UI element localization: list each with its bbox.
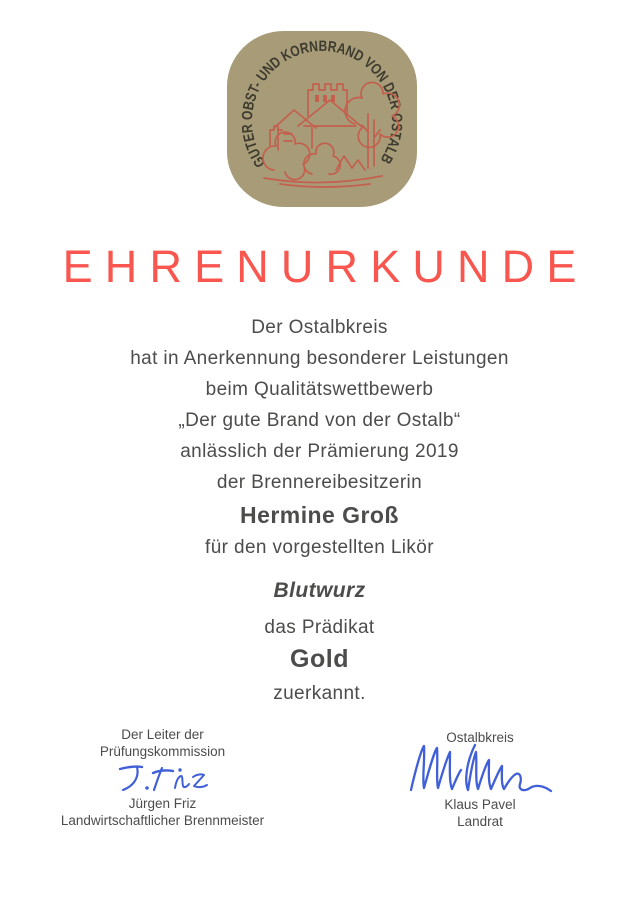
certificate-line-recipient-role: der Brennereibesitzerin <box>216 472 423 493</box>
signature-block-examiner <box>30 726 295 829</box>
certificate-body <box>0 312 639 709</box>
product-name: Blutwurz <box>273 579 366 602</box>
award-grade: Gold <box>290 645 349 673</box>
certificate-line-issuer: Der Ostalbkreis <box>251 317 388 338</box>
examiner-role-line2: Prüfungskommission <box>99 744 226 759</box>
signature-block-landrat <box>400 729 560 830</box>
certificate-line-competition: beim Qualitätswettbewerb <box>205 379 434 400</box>
seal-ring-text: GUTER OBST- UND KORNBRAND VON DER OSTALB <box>238 37 406 171</box>
examiner-signature-ink <box>108 759 213 795</box>
landrat-title: Landrat <box>457 814 503 829</box>
examiner-title: Landwirtschaftlicher Brennmeister <box>60 813 265 828</box>
examiner-role-line1: Der Leiter der <box>121 727 204 742</box>
certificate-line-entry: für den vorgestellten Likör <box>205 537 434 558</box>
certificate-line-closing: zuerkannt. <box>273 683 366 704</box>
certificate-line-competition-name: „Der gute Brand von der Ostalb“ <box>178 410 461 431</box>
certificate-line-predicate: das Prädikat <box>264 617 375 638</box>
certificate-title: EHRENURKUNDE <box>62 241 589 292</box>
recipient-name: Hermine Groß <box>240 502 399 528</box>
landrat-signature-ink <box>406 740 556 796</box>
award-seal <box>224 28 420 210</box>
examiner-name: Jürgen Friz <box>128 796 197 811</box>
landrat-org: Ostalbkreis <box>446 730 514 745</box>
award-seal-graphic <box>224 28 420 210</box>
landrat-name: Klaus Pavel <box>444 797 516 812</box>
certificate-line-occasion: anlässlich der Prämierung 2019 <box>180 441 459 462</box>
certificate-line-recognition: hat in Anerkennung besonderer Leistungen <box>130 348 509 369</box>
